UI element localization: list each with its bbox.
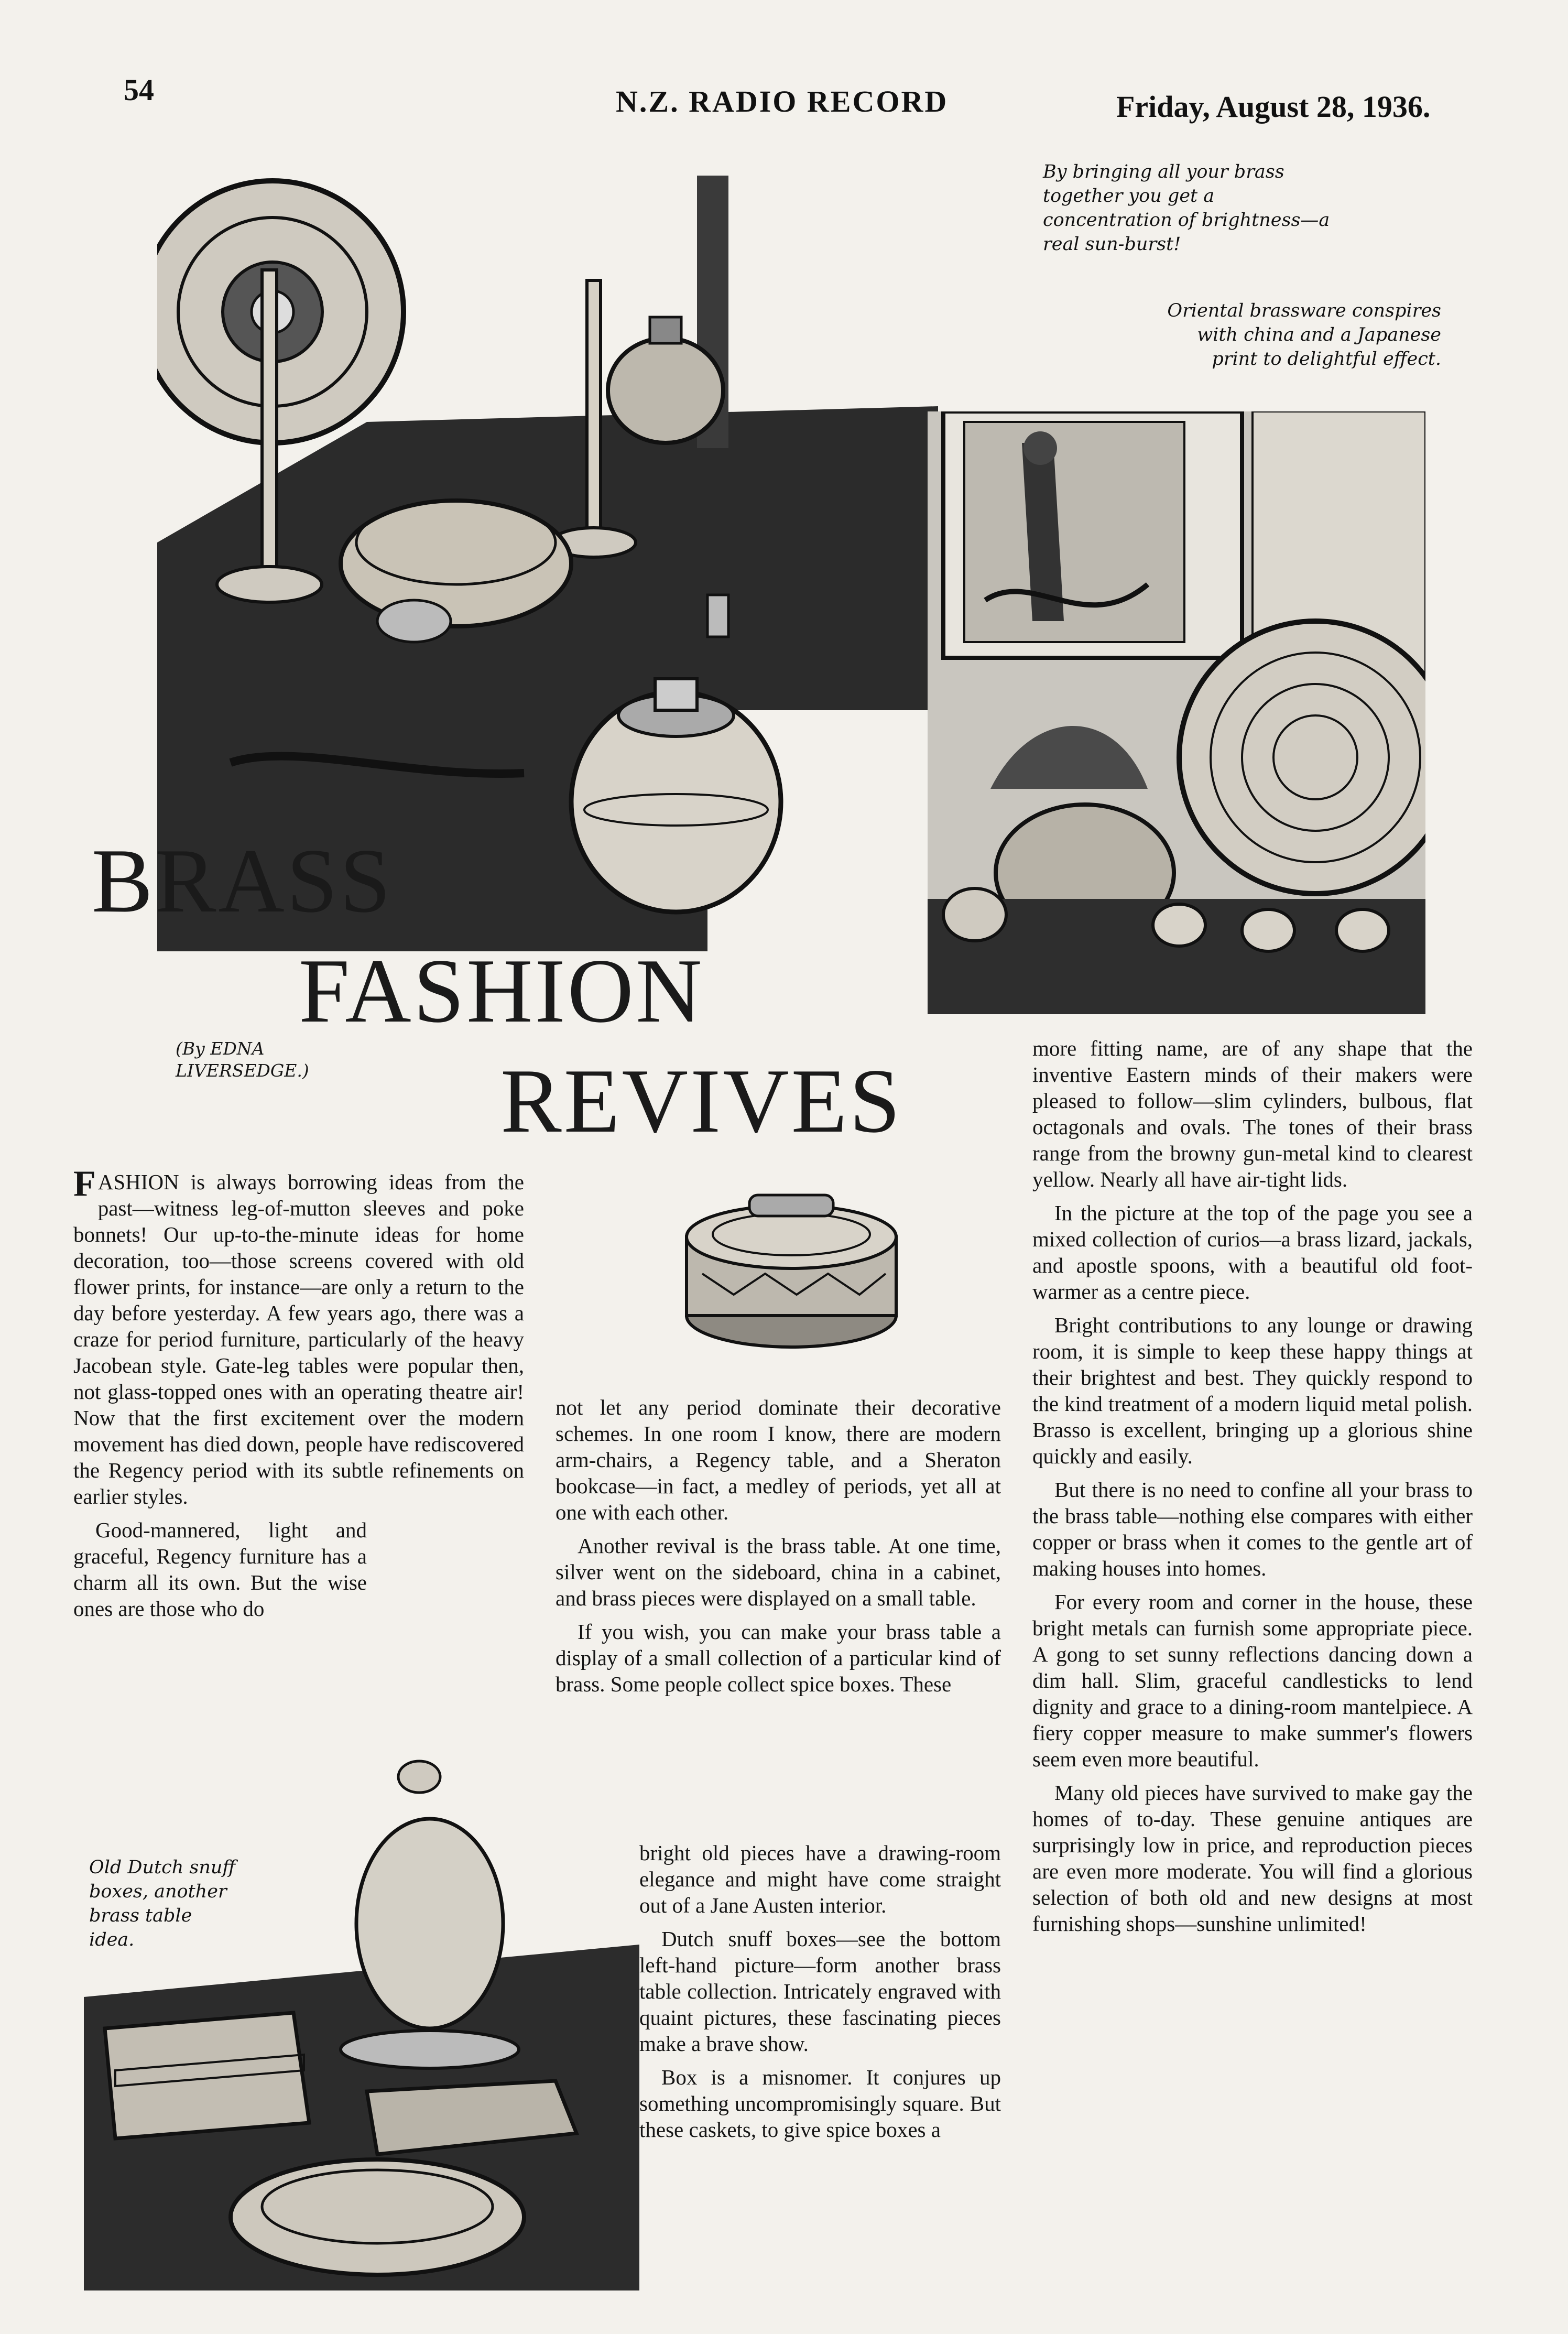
caption-brass-sunburst: By bringing all your brass together you get a concentration of brightness—a real sun-burst! [1043,161,1330,255]
spice-box-illustration [671,1174,912,1352]
paragraph: But there is no need to confine all your brass to the brass table—nothing else compares with either copper or brass when it comes to the gentle art of making houses into homes. [1032,1478,1473,1580]
snuff-boxes-illustration [84,1756,639,2290]
paragraph: If you wish, you can make your brass table a display of a small collection of a particular kind of brass. Some people collect spice boxes. These [556,1620,1001,1696]
drop-cap: F [73,1164,96,1204]
paragraph: FASHION is always borrowing ideas from the past—witness leg-of-mutton sleeves and poke bonnets! Our up-to-the-minute ideas for home decoration, too—those screens covered with old flower prints, for instance—are only a return to the day before yesterday. A few years ago, there was a craze for period furniture, particularly of the heavy Jacobean style. Gate-leg tables were popular then, not glass-topped ones with an operating theatre air! Now that the first excitement over the modern movement has died down, people have rediscovered the Regency period with its subtle refinements on earlier styles. [73,1164,524,1508]
paragraph: Dutch snuff boxes—see the bottom left-hand picture—form another brass table collection. Intricately engraved with quaint pictures, these fascinating pieces make a brave show. [639,1927,1001,2056]
caption-oriental-brassware: Oriental brassware conspires with china and a Japanese print to delightful effect. [1167,300,1441,370]
issue-date: Friday, August 28, 1936. [1116,90,1431,124]
paragraph: Bright contributions to any lounge or drawing room, it is simple to keep these happy things at their brightest and best. They quickly respond to the kind treatment of a modern liquid metal polish. Brasso is excellent, bringing up a glorious shine quickly and easily. [1032,1313,1473,1468]
page-number: 54 [124,73,154,107]
article-column-2 [556,1394,1001,1705]
paragraph: Box is a misnomer. It conjures up something uncompromisingly square. But these caskets, to give spice boxes a [639,2065,1001,2142]
paragraph: not let any period dominate their decorative schemes. In one room I know, there are modern arm-chairs, a Regency table, and a Sheraton bookcase—in fact, a medley of periods, yet all at one with each other. [556,1395,1001,1524]
byline: (By EDNA LIVERSEDGE.) [176,1038,309,1081]
publication-title: N.Z. RADIO RECORD [616,84,949,118]
article-column-3 [1032,1035,1473,1944]
oriental-brassware-illustration [928,411,1425,1014]
paragraph: In the picture at the top of the page you see a mixed collection of curios—a brass lizard, jackals, and apostle spoons, with a beautiful old foot-warmer as a centre piece. [1032,1201,1473,1304]
paragraph: bright old pieces have a drawing-room elegance and might have come straight out of a Jane Austen interior. [639,1841,1001,1917]
headline-revives: REVIVES [500,1050,902,1152]
article-column-1 [73,1164,524,1629]
article-column-2-continued [639,1840,1001,2150]
paragraph: Many old pieces have survived to make gay the homes of to-day. These genuine antiques are surprisingly low in price, and reproduction pieces are even more moderate. You will find a glorious selection of both old and new designs at most furnishing shops—sunshine unlimited! [1032,1781,1473,1936]
headline-fashion: FASHION [299,940,704,1041]
paragraph: more fitting name, are of any shape that the inventive Eastern minds of their makers were pleased to follow—slim cylinders, bulbous, flat octagonals and ovals. The tones of their brass range from the browny gun-metal kind to clearest yellow. Nearly all have air-tight lids. [1032,1036,1473,1191]
paragraph: Another revival is the brass table. At one time, silver went on the sideboard, china in a cabinet, and brass pieces were displayed on a small table. [556,1534,1001,1610]
paragraph: For every room and corner in the house, these bright metals can furnish some appropriate piece. A gong to set sunny reflections dancing down a dim hall. Slim, graceful candlesticks to lend dignity and grace to a dining-room mantelpiece. A fiery copper measure to make summer's flowers seem even more beautiful. [1032,1590,1473,1771]
headline-brass: BRASS [92,830,393,931]
caption-snuff-boxes: Old Dutch snuff boxes, another brass table idea. [89,1857,236,1950]
paragraph: Good-mannered, light and graceful, Regency furniture has a charm all its own. But the wise ones are those who do [73,1518,367,1621]
